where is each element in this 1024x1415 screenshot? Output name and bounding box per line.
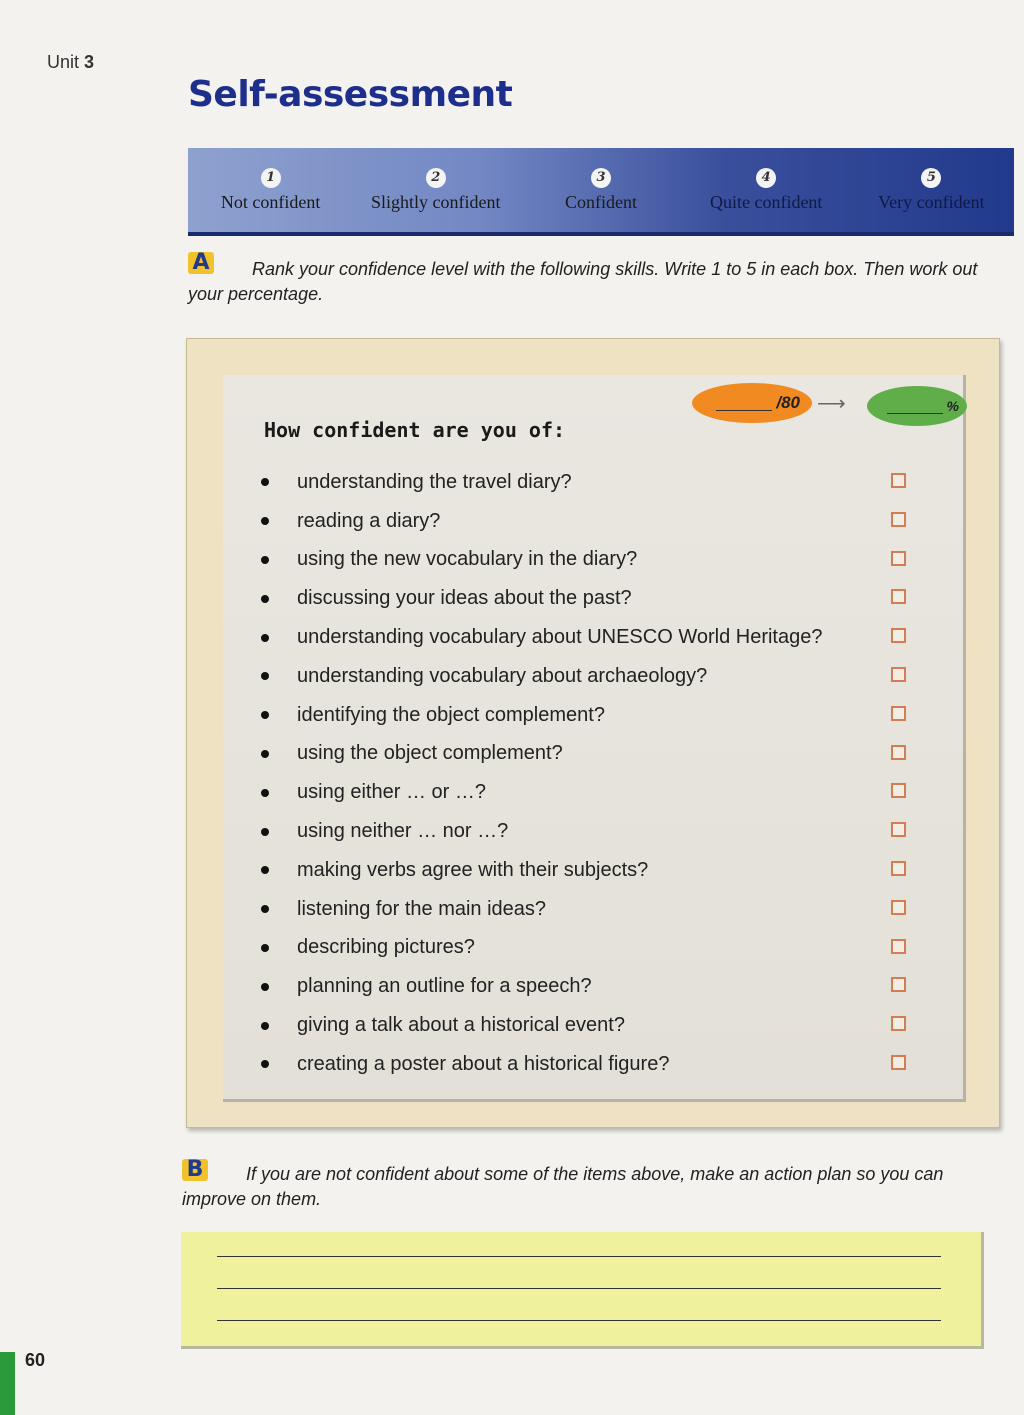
unit-word: Unit xyxy=(47,52,80,72)
bullet-icon xyxy=(261,944,269,952)
skill-item xyxy=(261,812,941,851)
scale-label-2: Slightly confident xyxy=(371,191,501,212)
rating-box[interactable] xyxy=(891,512,906,527)
rating-box[interactable] xyxy=(891,706,906,721)
rating-box[interactable] xyxy=(891,939,906,954)
bullet-icon xyxy=(261,983,269,991)
section-a-text: Rank your confidence level with the following skills. Write 1 to 5 in each box. Then work out your percentage. xyxy=(188,259,978,304)
scale-number-1: 1 xyxy=(261,168,281,188)
rating-box[interactable] xyxy=(891,628,906,643)
bullet-icon xyxy=(261,556,269,564)
scale-number-3: 3 xyxy=(591,168,611,188)
scale-number-2: 2 xyxy=(426,168,446,188)
section-a-letter: A xyxy=(188,252,214,274)
skills-panel xyxy=(186,338,1000,1128)
bullet-icon xyxy=(261,711,269,719)
scale-number-5: 5 xyxy=(921,168,941,188)
scale-item-2 xyxy=(353,148,518,232)
skill-text: making verbs agree with their subjects? xyxy=(297,858,649,881)
skill-text: using the object complement? xyxy=(297,742,563,765)
skill-text: describing pictures? xyxy=(297,936,475,959)
section-b-instruction xyxy=(182,1162,982,1212)
unit-number: 3 xyxy=(84,52,95,72)
score-oval xyxy=(692,383,812,423)
skill-text: planning an outline for a speech? xyxy=(297,975,592,998)
skill-text: reading a diary? xyxy=(297,509,441,532)
rating-box[interactable] xyxy=(891,551,906,566)
scale-number-4: 4 xyxy=(756,168,776,188)
skill-item xyxy=(261,735,941,774)
skill-text: creating a poster about a historical figure? xyxy=(297,1052,670,1075)
percent-sign: % xyxy=(946,398,959,414)
page-tab xyxy=(0,1352,15,1415)
skill-text: understanding the travel diary? xyxy=(297,470,572,493)
bullet-icon xyxy=(261,905,269,913)
section-b-text: If you are not confident about some of the items above, make an action plan so you can improve on them. xyxy=(182,1164,944,1209)
skill-item xyxy=(261,890,941,929)
scale-label-5: Very confident xyxy=(878,191,985,212)
bullet-icon xyxy=(261,478,269,486)
bullet-icon xyxy=(261,828,269,836)
rating-box[interactable] xyxy=(891,1016,906,1031)
skill-item xyxy=(261,579,941,618)
rating-box[interactable] xyxy=(891,589,906,604)
rating-box[interactable] xyxy=(891,473,906,488)
unit-label xyxy=(47,52,94,73)
skill-text: identifying the object complement? xyxy=(297,703,605,726)
skill-item xyxy=(261,773,941,812)
skill-item xyxy=(261,1045,941,1084)
bullet-icon xyxy=(261,672,269,680)
writing-line-3[interactable] xyxy=(217,1320,941,1321)
skill-text: giving a talk about a historical event? xyxy=(297,1014,625,1037)
skills-list xyxy=(261,463,941,1084)
skill-text: using either … or …? xyxy=(297,781,486,804)
percentage-oval xyxy=(867,386,967,426)
skill-text: understanding vocabulary about archaeology? xyxy=(297,664,708,687)
scale-item-5 xyxy=(849,148,1014,232)
percentage-blank[interactable] xyxy=(887,399,943,414)
bullet-icon xyxy=(261,750,269,758)
bullet-icon xyxy=(261,1022,269,1030)
skill-text: using neither … nor …? xyxy=(297,820,509,843)
action-plan-box xyxy=(181,1232,984,1349)
skill-text: using the new vocabulary in the diary? xyxy=(297,548,638,571)
writing-line-2[interactable] xyxy=(217,1288,941,1289)
score-blank[interactable] xyxy=(716,396,772,411)
bullet-icon xyxy=(261,634,269,642)
bullet-icon xyxy=(261,789,269,797)
skill-item xyxy=(261,541,941,580)
rating-box[interactable] xyxy=(891,822,906,837)
skills-heading: How confident are you of: xyxy=(264,418,566,442)
skill-item xyxy=(261,696,941,735)
skill-text: listening for the main ideas? xyxy=(297,897,547,920)
rating-box[interactable] xyxy=(891,745,906,760)
rating-box[interactable] xyxy=(891,900,906,915)
scale-item-3 xyxy=(518,148,683,232)
section-b-letter: B xyxy=(182,1159,208,1181)
scale-item-4 xyxy=(684,148,849,232)
page-title: Self-assessment xyxy=(188,74,513,115)
scale-label-4: Quite confident xyxy=(709,191,823,212)
writing-line-1[interactable] xyxy=(217,1256,941,1257)
bullet-icon xyxy=(261,866,269,874)
scale-label-1: Not confident xyxy=(220,191,321,212)
skill-text: understanding vocabulary about UNESCO World Heritage? xyxy=(297,626,823,649)
bullet-icon xyxy=(261,517,269,525)
rating-box[interactable] xyxy=(891,783,906,798)
bullet-icon xyxy=(261,595,269,603)
scale-label-3: Confident xyxy=(565,191,637,212)
page-number: 60 xyxy=(25,1350,46,1370)
skill-item xyxy=(261,657,941,696)
skill-item xyxy=(261,929,941,968)
rating-box[interactable] xyxy=(891,667,906,682)
skill-item xyxy=(261,967,941,1006)
confidence-scale xyxy=(188,148,1014,236)
bullet-icon xyxy=(261,1060,269,1068)
section-a-instruction xyxy=(188,257,978,307)
rating-box[interactable] xyxy=(891,861,906,876)
skill-text: discussing your ideas about the past? xyxy=(297,587,632,610)
skill-item xyxy=(261,463,941,502)
rating-box[interactable] xyxy=(891,1055,906,1070)
skill-item xyxy=(261,1006,941,1045)
skill-item xyxy=(261,502,941,541)
score-total: /80 xyxy=(776,393,800,412)
arrow-icon: ⟶ xyxy=(817,393,846,415)
rating-box[interactable] xyxy=(891,977,906,992)
scale-item-1 xyxy=(188,148,353,232)
skill-item xyxy=(261,851,941,890)
skill-item xyxy=(261,618,941,657)
